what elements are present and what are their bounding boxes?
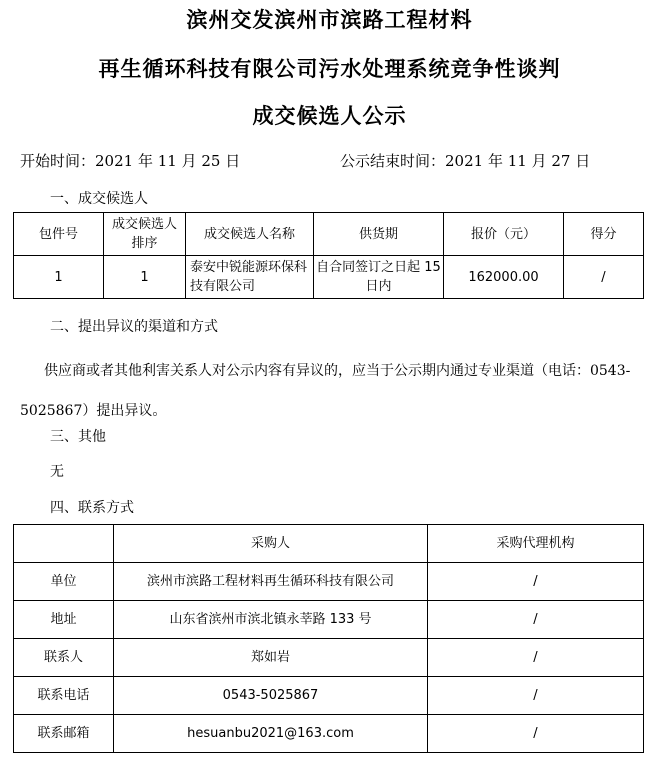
contact-table — [13, 524, 644, 753]
section-3-heading: 三、其他 — [50, 429, 106, 445]
cell-candidate-name: 泰安中锐能源环保科技有限公司 — [186, 256, 314, 299]
header-candidate-name: 成交候选人名称 — [186, 213, 314, 256]
contact-header-agency: 采购代理机构 — [428, 525, 644, 563]
contact-agency-value: / — [428, 715, 644, 753]
contact-header-buyer: 采购人 — [114, 525, 428, 563]
cell-rank: 1 — [104, 256, 186, 299]
end-date: 公示结束时间：2021 年 11 月 27 日 — [340, 152, 591, 170]
contact-buyer-value: 山东省滨州市滨北镇永莘路 133 号 — [114, 601, 428, 639]
contact-buyer-value: 滨州市滨路工程材料再生循环科技有限公司 — [114, 563, 428, 601]
section-1-heading: 一、成交候选人 — [50, 191, 148, 207]
contact-label: 联系电话 — [14, 677, 114, 715]
cell-package-no: 1 — [14, 256, 104, 299]
contact-agency-value: / — [428, 601, 644, 639]
header-price: 报价（元） — [444, 213, 564, 256]
contact-label: 单位 — [14, 563, 114, 601]
section-4-heading: 四、联系方式 — [50, 500, 134, 516]
contact-buyer-value: 郑如岩 — [114, 639, 428, 677]
contact-agency-value: / — [428, 639, 644, 677]
cell-score: / — [564, 256, 644, 299]
header-score: 得分 — [564, 213, 644, 256]
header-package-no: 包件号 — [14, 213, 104, 256]
contact-agency-value: / — [428, 563, 644, 601]
cell-price: 162000.00 — [444, 256, 564, 299]
title-line-1: 滨州交发滨州市滨路工程材料 — [186, 7, 473, 32]
header-delivery: 供货期 — [314, 213, 444, 256]
start-date: 开始时间：2021 年 11 月 25 日 — [20, 152, 241, 170]
candidate-table — [13, 212, 644, 299]
title-line-2: 再生循环科技有限公司污水处理系统竞争性谈判 — [98, 56, 561, 81]
header-rank: 成交候选人排序 — [104, 213, 186, 256]
section-2-heading: 二、提出异议的渠道和方式 — [50, 319, 218, 335]
contact-buyer-value: 0543-5025867 — [114, 677, 428, 715]
contact-agency-value: / — [428, 677, 644, 715]
contact-label: 地址 — [14, 601, 114, 639]
section-3-text: 无 — [50, 464, 64, 480]
section-2-text: 供应商或者其他利害关系人对公示内容有异议的，应当于公示期内通过专业渠道（电话：0543-5025867）提出异议。 — [20, 363, 631, 419]
contact-label: 联系人 — [14, 639, 114, 677]
contact-label: 联系邮箱 — [14, 715, 114, 753]
title-line-3: 成交候选人公示 — [252, 103, 407, 128]
contact-header-blank — [14, 525, 114, 563]
cell-delivery: 自合同签订之日起 15 日内 — [314, 256, 444, 299]
contact-buyer-value: hesuanbu2021@163.com — [114, 715, 428, 753]
